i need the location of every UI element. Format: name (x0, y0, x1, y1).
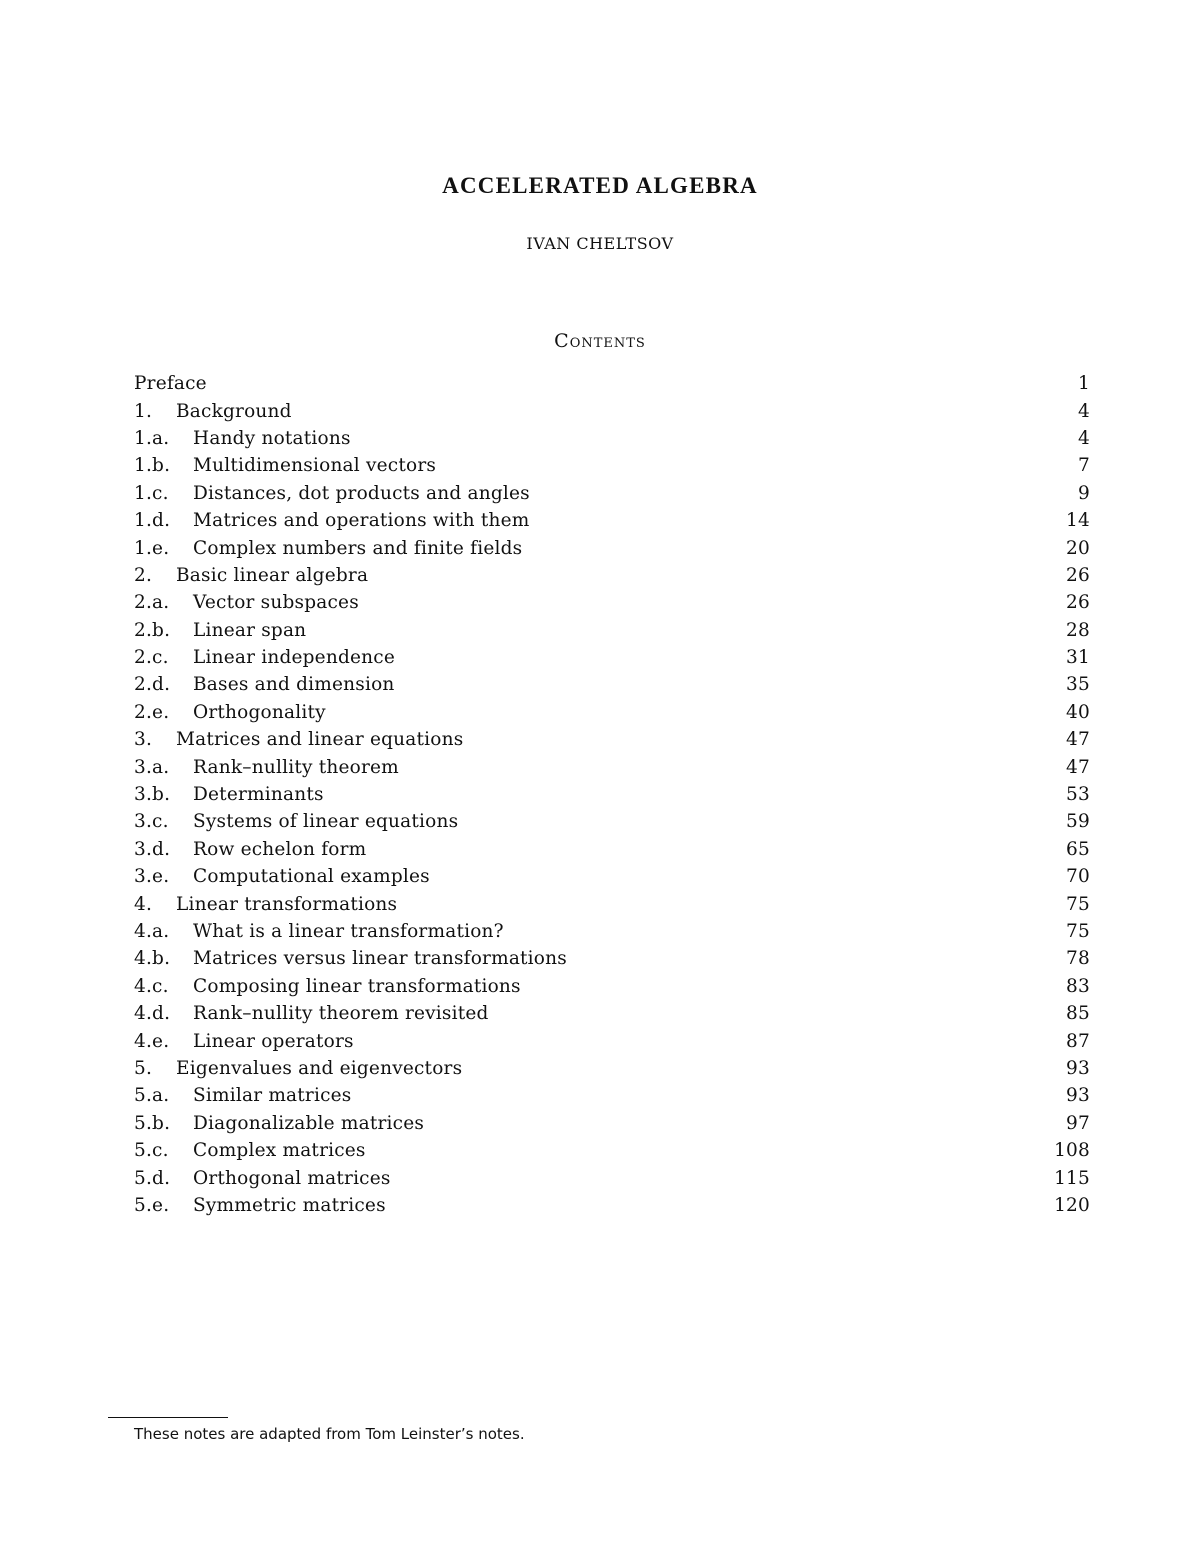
toc-entry-title: Matrices and linear equations (176, 729, 464, 751)
toc-entry-title: Background (176, 400, 292, 422)
toc-entry-page: 26 (1066, 592, 1090, 614)
toc-entry-number: 2. (134, 564, 153, 586)
toc-entry-page: 75 (1066, 921, 1090, 942)
toc-entry-title: Systems of linear equations (193, 811, 459, 833)
toc-entry-number: 1. (134, 400, 153, 422)
toc-entry[interactable] (134, 1137, 1090, 1164)
toc-entry-page: 7 (1078, 455, 1090, 477)
toc-entry-page: 65 (1066, 838, 1090, 860)
toc-entry-page: 28 (1066, 619, 1090, 641)
toc-entry-number: 3.e. (134, 866, 170, 888)
toc-entry-number: 2.a. (134, 592, 170, 614)
toc-entry-number: 1.b. (134, 455, 171, 477)
toc-entry-page: 70 (1066, 866, 1090, 888)
toc-entry-title: Basic linear algebra (176, 564, 369, 586)
toc-entry-number: 5.e. (134, 1194, 170, 1216)
toc-entry-page: 53 (1066, 784, 1090, 806)
toc-entry-number: 3.a. (134, 756, 170, 778)
toc-entry-title: What is a linear transformation? (193, 921, 504, 942)
toc-entry[interactable] (134, 945, 1090, 972)
toc-entry-page: 108 (1054, 1140, 1090, 1162)
toc-entry[interactable] (134, 726, 1090, 753)
toc-entry-number: 4. (134, 893, 153, 915)
toc-entry-title: Rank–nullity theorem (193, 756, 399, 778)
toc-entry-page: 93 (1066, 1085, 1090, 1107)
toc-entry-page: 1 (1078, 373, 1090, 395)
toc-entry[interactable] (134, 1110, 1090, 1137)
toc-entry-title: Linear span (193, 619, 307, 641)
toc-entry-page: 87 (1066, 1030, 1090, 1052)
toc-entry[interactable] (134, 808, 1090, 835)
toc-entry-number: 3.d. (134, 838, 171, 860)
toc-entry[interactable] (134, 973, 1090, 1000)
toc-entry[interactable] (134, 918, 1090, 945)
toc-entry[interactable] (134, 753, 1090, 780)
toc-entry-number: 3.c. (134, 811, 169, 833)
footnote: These notes are adapted from Tom Leinster’s notes. (134, 1425, 525, 1443)
toc-entry-number: 2.b. (134, 619, 171, 641)
toc-entry-number: 2.e. (134, 701, 170, 723)
toc-entry-number: 2.d. (134, 674, 171, 696)
toc-entry-number: 4.c. (134, 975, 169, 997)
toc-entry[interactable] (134, 480, 1090, 507)
toc-entry-number: 5.c. (134, 1140, 169, 1162)
toc-entry-title: Complex numbers and finite fields (193, 537, 523, 559)
toc-entry-title: Complex matrices (193, 1140, 366, 1162)
toc-entry-title: Row echelon form (193, 838, 367, 860)
toc-entry-number: 2.c. (134, 647, 169, 669)
toc-entry-page: 93 (1066, 1057, 1090, 1079)
toc-entry-page: 78 (1066, 948, 1090, 970)
toc-entry-number: 5. (134, 1057, 153, 1079)
toc-entry-number: 5.a. (134, 1085, 170, 1107)
toc-entry-number: 1.d. (134, 510, 171, 532)
toc-entry[interactable] (134, 836, 1090, 863)
document-title: ACCELERATED ALGEBRA (442, 173, 758, 198)
toc-entry-page: 120 (1054, 1194, 1090, 1216)
toc-entry-title: Symmetric matrices (193, 1194, 386, 1216)
toc-entry-page: 75 (1066, 893, 1090, 915)
toc-entry-page: 14 (1066, 510, 1090, 532)
toc-entry-title: Orthogonality (193, 701, 326, 723)
toc-entry-title: Diagonalizable matrices (193, 1112, 425, 1134)
toc-entry-number: 4.a. (134, 921, 170, 942)
toc-entry[interactable] (134, 1164, 1090, 1191)
toc-entry-title: Preface (134, 373, 207, 395)
table-of-contents (134, 370, 1090, 1219)
author-name: IVAN CHELTSOV (526, 234, 674, 253)
toc-entry[interactable] (134, 370, 1090, 397)
toc-entry-page: 85 (1066, 1003, 1090, 1025)
toc-entry-title: Vector subspaces (193, 592, 359, 614)
toc-entry-page: 26 (1066, 564, 1090, 586)
toc-entry[interactable] (134, 1055, 1090, 1082)
toc-entry[interactable] (134, 890, 1090, 917)
toc-entry-title: Computational examples (193, 866, 430, 888)
toc-entry[interactable] (134, 1192, 1090, 1219)
toc-entry-title: Orthogonal matrices (193, 1167, 391, 1189)
toc-entry-page: 59 (1066, 811, 1090, 833)
footnote-divider (108, 1417, 228, 1418)
toc-entry-number: 3.b. (134, 784, 171, 806)
toc-entry-page: 20 (1066, 537, 1090, 559)
toc-entry-title: Multidimensional vectors (193, 455, 437, 477)
toc-entry-number: 3. (134, 729, 153, 751)
toc-entry[interactable] (134, 1027, 1090, 1054)
toc-entry-title: Composing linear transformations (193, 975, 521, 997)
toc-entry-page: 47 (1066, 729, 1090, 751)
toc-entry[interactable] (134, 863, 1090, 890)
toc-entry-page: 47 (1066, 756, 1090, 778)
toc-entry[interactable] (134, 1082, 1090, 1109)
toc-entry[interactable] (134, 781, 1090, 808)
toc-entry-number: 1.a. (134, 427, 170, 449)
toc-entry-page: 35 (1066, 674, 1090, 696)
toc-entry-title: Matrices and operations with them (193, 510, 530, 532)
toc-entry-title: Eigenvalues and eigenvectors (176, 1057, 463, 1079)
toc-entry-title: Matrices versus linear transformations (193, 948, 567, 970)
toc-entry-number: 4.b. (134, 948, 171, 970)
toc-entry-page: 31 (1066, 647, 1090, 669)
toc-entry-number: 5.d. (134, 1167, 171, 1189)
toc-entry-title: Similar matrices (193, 1085, 352, 1107)
toc-entry[interactable] (134, 671, 1090, 698)
toc-entry[interactable] (134, 699, 1090, 726)
toc-entry[interactable] (134, 589, 1090, 616)
toc-entry-title: Handy notations (193, 427, 351, 449)
toc-entry-title: Distances, dot products and angles (193, 482, 530, 504)
toc-entry-title: Linear transformations (176, 893, 398, 915)
toc-entry-page: 4 (1078, 427, 1090, 449)
toc-entry-page: 40 (1066, 701, 1090, 723)
toc-entry[interactable] (134, 425, 1090, 452)
toc-entry[interactable] (134, 562, 1090, 589)
toc-entry-number: 4.e. (134, 1030, 170, 1052)
toc-entry-title: Linear independence (193, 647, 395, 669)
toc-entry-title: Linear operators (193, 1030, 354, 1052)
toc-entry-title: Determinants (193, 784, 324, 806)
toc-entry-page: 97 (1066, 1112, 1090, 1134)
toc-entry[interactable] (134, 397, 1090, 424)
toc-entry-title: Bases and dimension (193, 674, 395, 696)
toc-entry[interactable] (134, 507, 1090, 534)
toc-entry-page: 115 (1054, 1167, 1090, 1189)
toc-entry[interactable] (134, 644, 1090, 671)
toc-entry-number: 4.d. (134, 1003, 171, 1025)
toc-entry[interactable] (134, 1000, 1090, 1027)
toc-entry-page: 9 (1078, 482, 1090, 504)
toc-entry-title: Rank–nullity theorem revisited (193, 1003, 489, 1025)
contents-heading: Contents (554, 330, 646, 352)
toc-entry-number: 1.e. (134, 537, 170, 559)
toc-entry[interactable] (134, 452, 1090, 479)
toc-entry-page: 83 (1066, 975, 1090, 997)
toc-entry-number: 5.b. (134, 1112, 171, 1134)
toc-entry-number: 1.c. (134, 482, 169, 504)
toc-entry[interactable] (134, 534, 1090, 561)
toc-entry-page: 4 (1078, 400, 1090, 422)
toc-entry[interactable] (134, 617, 1090, 644)
